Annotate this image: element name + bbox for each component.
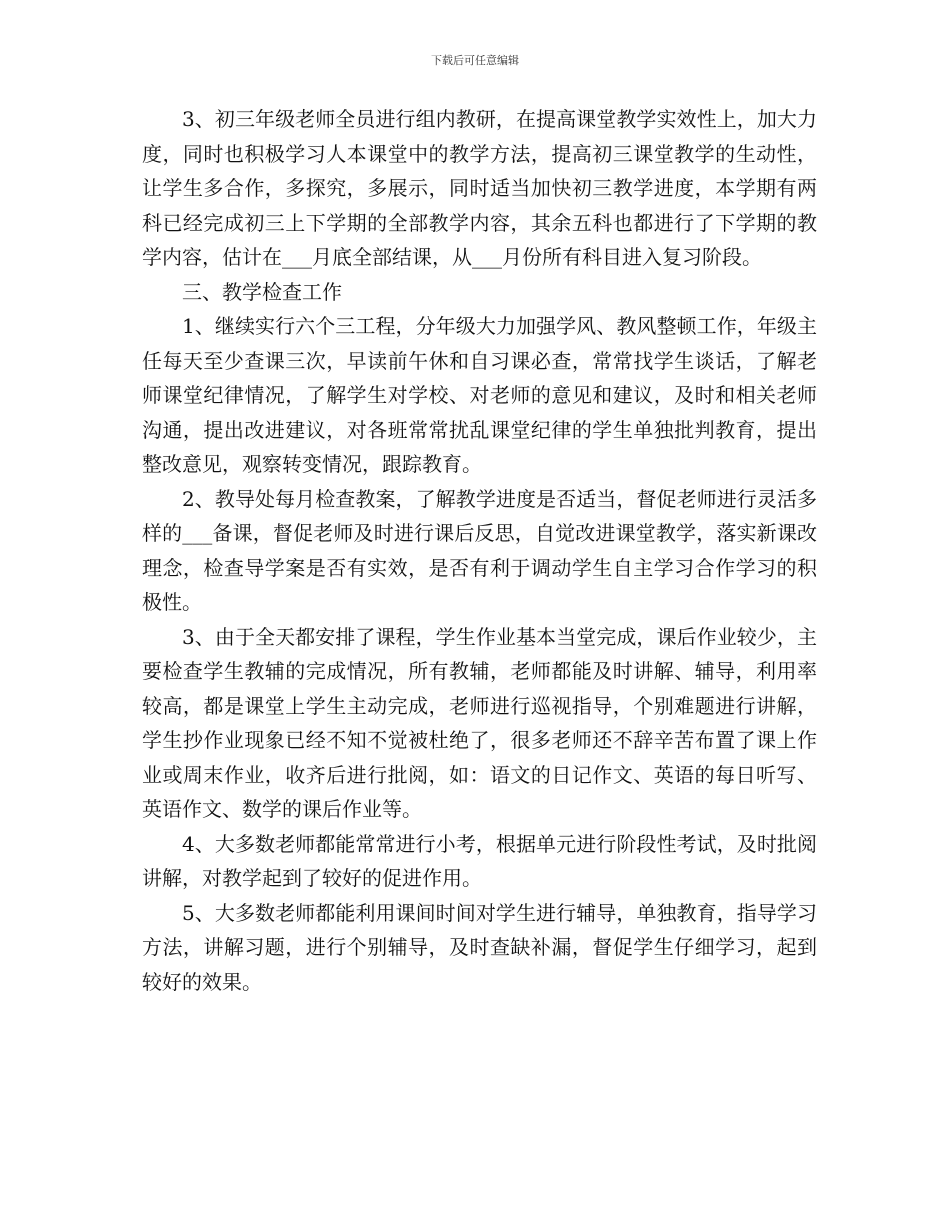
paragraph-lesson-plan-check: 2、教导处每月检查教案，了解教学进度是否适当，督促老师进行灵活多样的___备课，督促老师及时进行课后反思，自觉改进课堂教学，落实新课改理念，检查导学案是否有实效，是否有利于调动学生自主学习合作学习的积极性。 bbox=[142, 486, 817, 614]
paragraph-six-three-project: 1、继续实行六个三工程，分年级大力加强学风、教风整顿工作，年级主任每天至少查课三次，早读前午休和自习课必查，常常找学生谈话，了解老师课堂纪律情况，了解学生对学校、对老师的意见和建议，及时和相关老师沟通，提出改进建议，对各班常常扰乱课堂纪律的学生单独批判教育，提出整改意见，观察转变情况，跟踪教育。 bbox=[142, 314, 817, 476]
document-body bbox=[142, 102, 817, 999]
paragraph-tutoring: 5、大多数老师都能利用课间时间对学生进行辅导，单独教育，指导学习方法，讲解习题，进行个别辅导，及时查缺补漏，督促学生仔细学习，起到较好的效果。 bbox=[142, 900, 817, 994]
paragraph-homework-check: 3、由于全天都安排了课程，学生作业基本当堂完成，课后作业较少，主要检查学生教辅的完成情况，所有教辅，老师都能及时讲解、辅导，利用率较高，都是课堂上学生主动完成，老师进行巡视指导，个别难题进行讲解，学生抄作业现象已经不知不觉被杜绝了，很多老师还不辞辛苦布置了课上作业或周末作业，收齐后进行批阅，如：语文的日记作文、英语的每日听写、英语作文、数学的课后作业等。 bbox=[142, 624, 817, 821]
paragraph-quizzes: 4、大多数老师都能常常进行小考，根据单元进行阶段性考试，及时批阅讲解，对教学起到了较好的促进作用。 bbox=[142, 831, 817, 890]
page-header: 下载后可任意编辑 bbox=[431, 54, 519, 67]
section-heading-teaching-inspection: 三、教学检查工作 bbox=[182, 279, 342, 304]
paragraph-teaching-research: 3、初三年级老师全员进行组内教研，在提高课堂教学实效性上，加大力度，同时也积极学习人本课堂中的教学方法，提高初三课堂教学的生动性，让学生多合作，多探究，多展示，同时适当加快初三教学进度，本学期有两科已经完成初三上下学期的全部教学内容，其余五科也都进行了下学期的教学内容，估计在___月底全部结课，从___月份所有科目进入复习阶段。 bbox=[142, 107, 817, 269]
